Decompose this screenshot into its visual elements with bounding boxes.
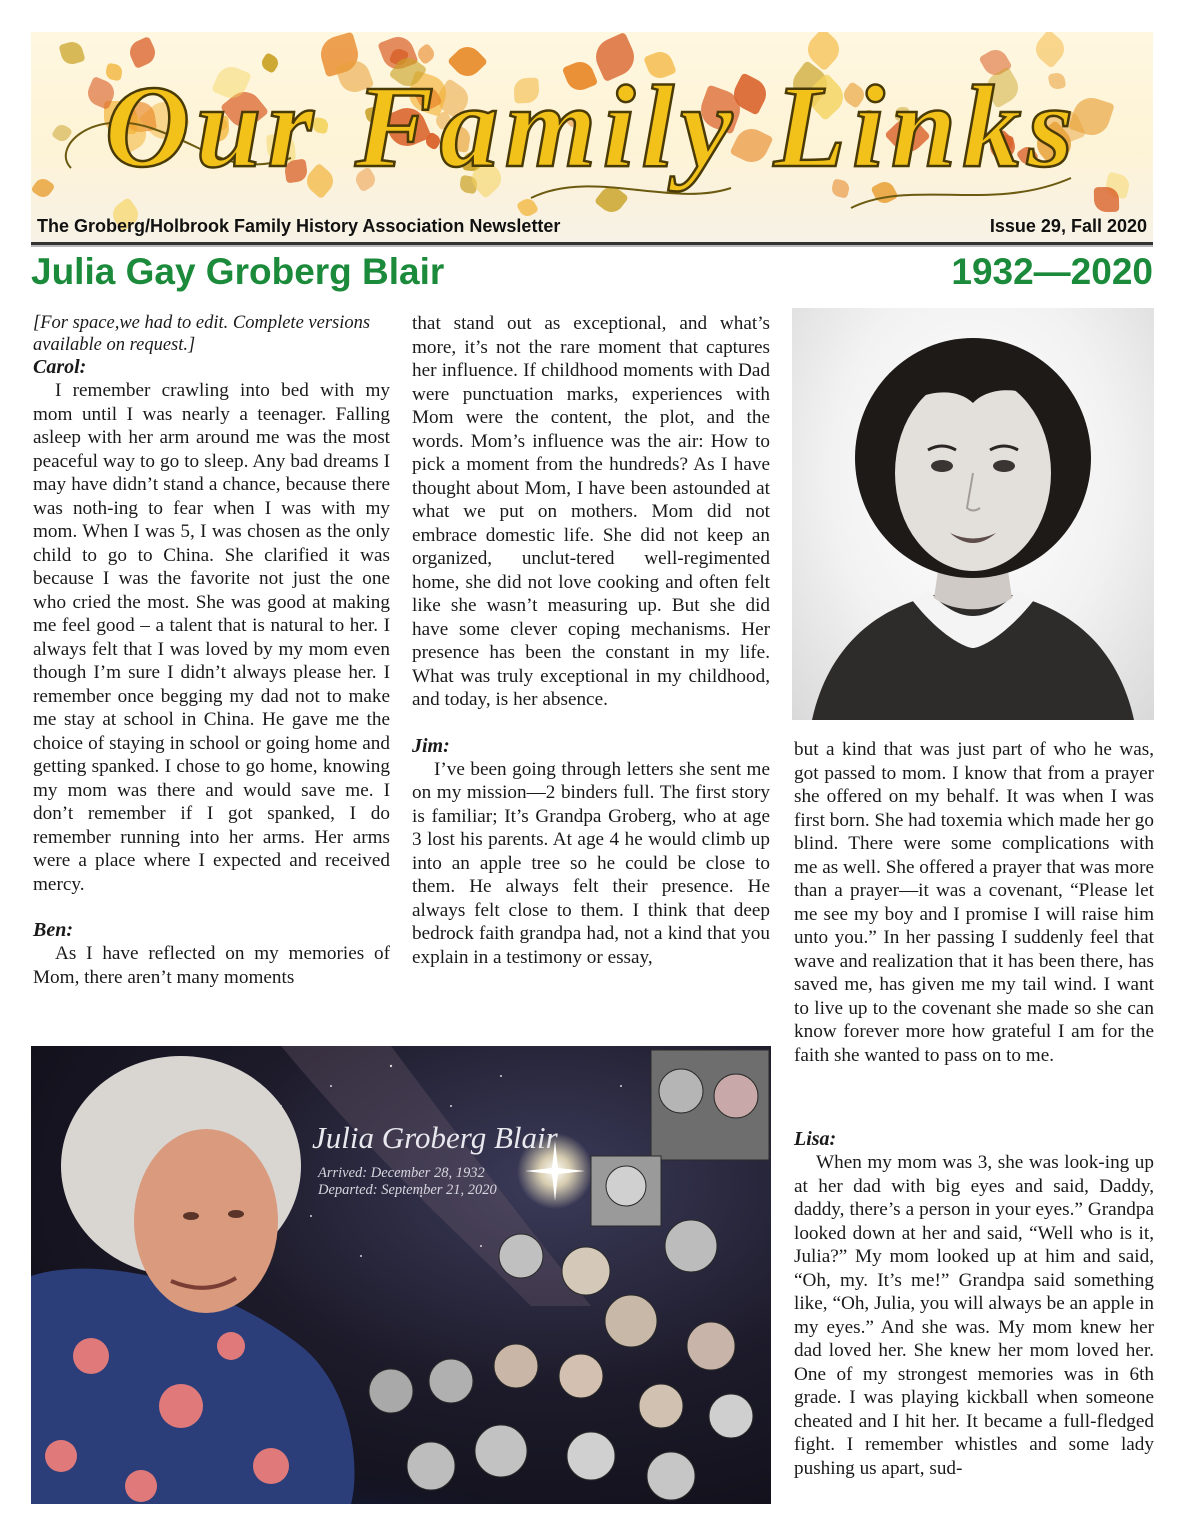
issue-label: Issue 29, Fall 2020 [989, 216, 1147, 236]
masthead-rule-shadow [31, 245, 1153, 247]
collage-departed-date: Departed: September 21, 2020 [318, 1182, 497, 1198]
speaker-jim: Jim: [412, 734, 450, 757]
jim-text-part2: but a kind that was just part of who he was, got passed to mom. I know that from a prayer she offered on my behalf. It was when I was first born. She had toxemia which made her go blind. There were some complications with me as well. She offered a prayer that was more than a prayer—it was a covenant, “Please let me see my boy and I promise I will raise him unto you.” In her passing I suddenly feel that wave and realization that it has been there, has saved me, has given me my tail wind. I want to live up to the covenant she made so she can know forever more how grateful I am for the faith she wanted to pass on to me. [794, 739, 1154, 1066]
jim-text-part1: I’ve been going through letters she sent me on my mission—2 binders full. The first story is familiar; It’s Grandpa Groberg, who at age 3 lost his parents. At age 4 he would climb up into an apple tree so he could be close to them. He always felt their presence. He always felt close to them. I think that deep bedrock faith grandpa had, not a kind that you explain in a testimony or essay, [412, 758, 770, 968]
speaker-lisa: Lisa: [794, 1128, 837, 1150]
carol-text: I remember crawling into bed with my mom until I was nearly a teenager. Falling asleep with her arm around me was the most peaceful way to go to sleep. Any bad dreams I may have didn’t stand a chance, because there was noth-ing to fear when I was with my mom. When I was 5, I was chosen as the only child to go to China. She clarified it was because I was the favorite not just the one who cried the most. She was good at making me feel good – a talent that is natural to her. I always felt that I was loved by my mom even though I’m sure I didn’t always please her. I remember once begging my dad not to make me stay at school in China. He gave me the choice of staying in school or going home and getting spanked. I chose to go home, knowing my mom was there and would save me. I don’t remember if I got spanked, I do remember running into her arms. Her arms were a place where I expected and received mercy. [33, 380, 390, 895]
portrait-illustration [792, 308, 1154, 720]
speaker-carol: Carol: [33, 356, 87, 378]
memorial-collage [31, 1046, 771, 1504]
column-3-top [794, 738, 1154, 1067]
collage-arrived-date: Arrived: December 28, 1932 [318, 1165, 485, 1181]
speaker-ben: Ben: [33, 919, 73, 941]
masthead-logo [31, 38, 1153, 218]
collage-name: Julia Groberg Blair [312, 1120, 558, 1155]
ben-text-part2: that stand out as exceptional, and what’s more, it’s not the rare moment that captures her influence. If childhood moments with Dad were punctuation marks, experiences with Mom were the content, the plot, and the words. Mom’s influence was the air: How to pick a moment from the hundreds? As I have thought about Mom, I have been astounded at what we put on mothers. Mom did not embrace domestic life. She did not keep an organized, unclut-tered well-regimented home, she did not love cooking and often felt like she wasn’t measuring up. But she did have some clever coping mechanisms. Her presence has been the constant in my life. What was truly exceptional in my childhood, and today, is her absence. [412, 313, 770, 710]
article-years: 1932—2020 [951, 251, 1153, 292]
newsletter-subtitle: The Groberg/Holbrook Family History Association Newsletter [37, 216, 561, 236]
column-3-bottom [794, 1128, 1154, 1480]
ben-text-part1: As I have reflected on my memories of Mom, there aren’t many moments [33, 943, 390, 988]
masthead-logo-text: Our Family Links [104, 61, 1080, 192]
lisa-text: When my mom was 3, she was look-ing up at her dad with big eyes and said, Daddy, daddy, there’s a person in your eyes.” Grandpa looked down at her and said, “Well who is it, Julia?” My mom looked up at him and said, “Oh, my. It’s me!” Grandpa said something like, “Oh, Julia, you will always be an apple in my eyes.” And she was. My mom knew her dad loved her. She knew her mom loved her. One of my strongest memories was in 6th grade. I was playing kickball when someone cheated and I hit her. It became a full-fledged fight. I remember whistles and some lady pushing us apart, sud- [794, 1152, 1154, 1479]
collage-illustration [31, 1046, 771, 1504]
column-1 [33, 312, 390, 988]
editor-note: [For space,we had to edit. Complete versions available on request.] [33, 313, 371, 355]
article-title: Julia Gay Groberg Blair [31, 251, 445, 292]
column-2 [412, 312, 770, 1032]
portrait-photo [792, 308, 1154, 720]
masthead [31, 32, 1153, 242]
